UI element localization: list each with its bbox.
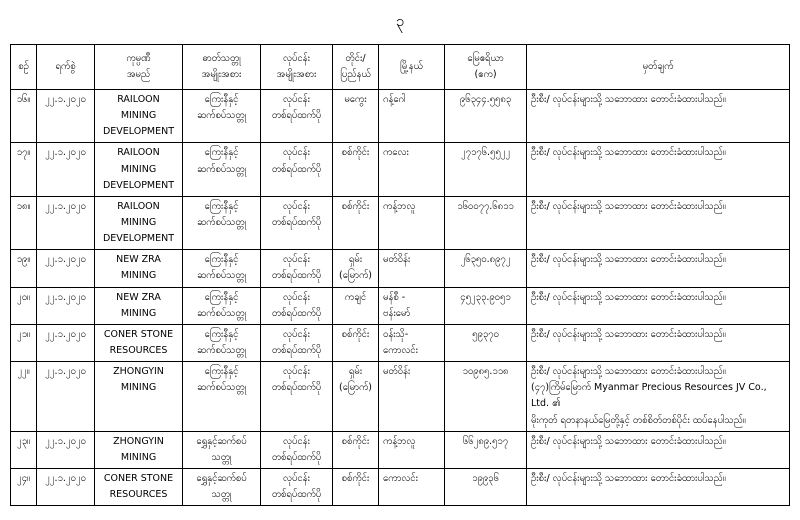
row-number: ၂၄။ [11,468,37,505]
table-row [11,468,790,505]
row-business-type: လုပ်ငန်း တစ်ရပ်ထက်ပို [261,250,333,287]
row-mineral: ကြေးနီနှင့် ဆက်စပ်သတ္တု [183,324,261,361]
row-date: ၂၂.၁.၂၀၂၀ [37,90,95,143]
row-mineral: ရွှေနှင့်ဆက်စပ် သတ္တု [183,468,261,505]
mining-permit-table [10,44,790,506]
row-number: ၂၁။ [11,324,37,361]
row-area: ၉၆၃၄၄.၅၅၈၃ [445,90,527,143]
row-area: ၂၇၁၇၆.၅၅၂၂ [445,143,527,196]
row-mineral: ကြေးနီနှင့် ဆက်စပ်သတ္တု [183,90,261,143]
row-area: ၆၆၂၈၉.၅၁၇ [445,431,527,468]
row-business-type: လုပ်ငန်း တစ်ရပ်ထက်ပို [261,90,333,143]
row-remarks: ဦးစီး/ လုပ်ငန်းများသို့ သဘောထား တောင်းခံထားပါသည်။ [527,287,790,324]
row-remarks: ဦးစီး/ လုပ်ငန်းများသို့ သဘောထား တောင်းခံထားပါသည်။ [527,90,790,143]
row-region: ကချင် [333,287,379,324]
row-number: ၂၀။ [11,287,37,324]
table-row [11,431,790,468]
table-row [11,287,790,324]
row-company: CONER STONE RESOURCES [95,468,183,505]
header-mineral: ဓာတ်သတ္တု အမျိုးအစား [183,45,261,90]
row-remarks: ဦးစီး/ လုပ်ငန်းများသို့ သဘောထား တောင်းခံထားပါသည်။ [527,250,790,287]
table-row [11,250,790,287]
row-region: စစ်ကိုင်း [333,324,379,361]
row-number: ၁၆။ [11,90,37,143]
row-company: ZHONGYIN MINING [95,362,183,432]
row-number: ၂၃။ [11,431,37,468]
header-date: ရက်စွဲ [37,45,95,90]
row-township: ကောလင်း [379,468,445,505]
row-number: ၂၂။ [11,362,37,432]
row-number: ၁၈။ [11,196,37,249]
row-remarks: ဦးစီး/ လုပ်ငန်းများသို့ သဘောထား တောင်းခံထားပါသည်။ [527,324,790,361]
row-area: ၁၆၀၀၇၇.၆၈၁၁ [445,196,527,249]
row-date: ၂၂.၁.၂၀၂၀ [37,468,95,505]
row-remarks: ဦးစီး/ လုပ်ငန်းများသို့ သဘောထား တောင်းခံထားပါသည်။ [527,196,790,249]
table-row [11,362,790,432]
table-row [11,90,790,143]
header-company: ကုမ္ပဏီ အမည် [95,45,183,90]
row-township: မတ်ဝိန်း [379,362,445,432]
row-date: ၂၂.၁.၂၀၂၀ [37,431,95,468]
row-region: ရှမ်း (မြောက်) [333,250,379,287]
row-business-type: လုပ်ငန်း တစ်ရပ်ထက်ပို [261,143,333,196]
row-company: NEW ZRA MINING [95,250,183,287]
row-number: ၁၉။ [11,250,37,287]
row-company: RAILOON MINING DEVELOPMENT [95,143,183,196]
row-date: ၂၂.၁.၂၀၂၀ [37,324,95,361]
row-region: စစ်ကိုင်း [333,196,379,249]
row-region: မကွေး [333,90,379,143]
row-company: CONER STONE RESOURCES [95,324,183,361]
table-header-row [11,45,790,90]
row-mineral: ကြေးနီနှင့် ဆက်စပ်သတ္တု [183,196,261,249]
row-number: ၁၇။ [11,143,37,196]
row-township: ကန့်ဘလူ [379,431,445,468]
row-region: ရှမ်း (မြောက်) [333,362,379,432]
row-region: စစ်ကိုင်း [333,431,379,468]
page-number: ၃ [395,12,405,30]
header-region: တိုင်း/ ပြည်နယ် [333,45,379,90]
row-township: မန်စီ - ဗန်းမော် [379,287,445,324]
row-mineral: ကြေးနီနှင့် ဆက်စပ်သတ္တု [183,250,261,287]
row-remarks: ဦးစီး/ လုပ်ငန်းများသို့ သဘောထား တောင်းခံထားပါသည်။ [527,143,790,196]
row-business-type: လုပ်ငန်း တစ်ရပ်ထက်ပို [261,468,333,505]
row-remarks: ဦးစီး/ လုပ်ငန်းများသို့ သဘောထား တောင်းခံထားပါသည်။ [527,431,790,468]
row-business-type: လုပ်ငန်း တစ်ရပ်ထက်ပို [261,324,333,361]
row-region: စစ်ကိုင်း [333,468,379,505]
row-date: ၂၂.၁.၂၀၂၀ [37,143,95,196]
header-no: စဉ် [11,45,37,90]
table-row [11,143,790,196]
row-mineral: ကြေးနီနှင့် ဆက်စပ်သတ္တု [183,143,261,196]
header-business: လုပ်ငန်း အမျိုးအစား [261,45,333,90]
row-date: ၂၂.၁.၂၀၂၀ [37,250,95,287]
row-company: RAILOON MINING DEVELOPMENT [95,196,183,249]
row-area: ၂၆၃၅၀.၈၉၇၂ [445,250,527,287]
row-township: ကန့်ဘလူ [379,196,445,249]
row-date: ၂၂.၁.၂၀၂၀ [37,362,95,432]
table-row [11,324,790,361]
row-company: NEW ZRA MINING [95,287,183,324]
row-company: ZHONGYIN MINING [95,431,183,468]
row-mineral: ကြေးနီနှင့် ဆက်စပ်သတ္တု [183,362,261,432]
row-date: ၂၂.၁.၂၀၂၀ [37,287,95,324]
header-area: မြေဧရိယာ (ဧက) [445,45,527,90]
row-business-type: လုပ်ငန်း တစ်ရပ်ထက်ပို [261,196,333,249]
row-township: ဝန်းသို- ကောလင်း [379,324,445,361]
row-remarks: ဦးစီး/ လုပ်ငန်းများသို့ သဘောထား တောင်းခံထားပါသည်။ (၄၇)ကြိမ်မြောက် Myanmar Precious Resources JV Co., Ltd. ၏ မိုးကုတ် ရတနာနယ်မြေတို့နှင့် တစ်စိတ်တစ်ပိုင်း ထပ်နေပါသည်။ [527,362,790,432]
row-remarks: ဦးစီး/ လုပ်ငန်းများသို့ သဘောထား တောင်းခံထားပါသည်။ [527,468,790,505]
row-area: ၁၉၉၃၆ [445,468,527,505]
row-township: ကလေး [379,143,445,196]
row-area: ၅၉၃၇၀ [445,324,527,361]
row-business-type: လုပ်ငန်း တစ်ရပ်ထက်ပို [261,362,333,432]
header-township: မြို့နယ် [379,45,445,90]
row-business-type: လုပ်ငန်း တစ်ရပ်ထက်ပို [261,431,333,468]
row-township: ဂန့်ဂေါ [379,90,445,143]
header-remarks: မှတ်ချက် [527,45,790,90]
row-township: မတ်ဝိန်း [379,250,445,287]
row-area: ၄၅၂၃၃.၉၀၅၁ [445,287,527,324]
table-row [11,196,790,249]
row-date: ၂၂.၁.၂၀၂၀ [37,196,95,249]
row-business-type: လုပ်ငန်း တစ်ရပ်ထက်ပို [261,287,333,324]
row-area: ၁၀၉၈၅.၁၁၈ [445,362,527,432]
row-mineral: ကြေးနီနှင့် ဆက်စပ်သတ္တု [183,287,261,324]
row-company: RAILOON MINING DEVELOPMENT [95,90,183,143]
row-region: စစ်ကိုင်း [333,143,379,196]
row-mineral: ရွှေနှင့်ဆက်စပ် သတ္တု [183,431,261,468]
